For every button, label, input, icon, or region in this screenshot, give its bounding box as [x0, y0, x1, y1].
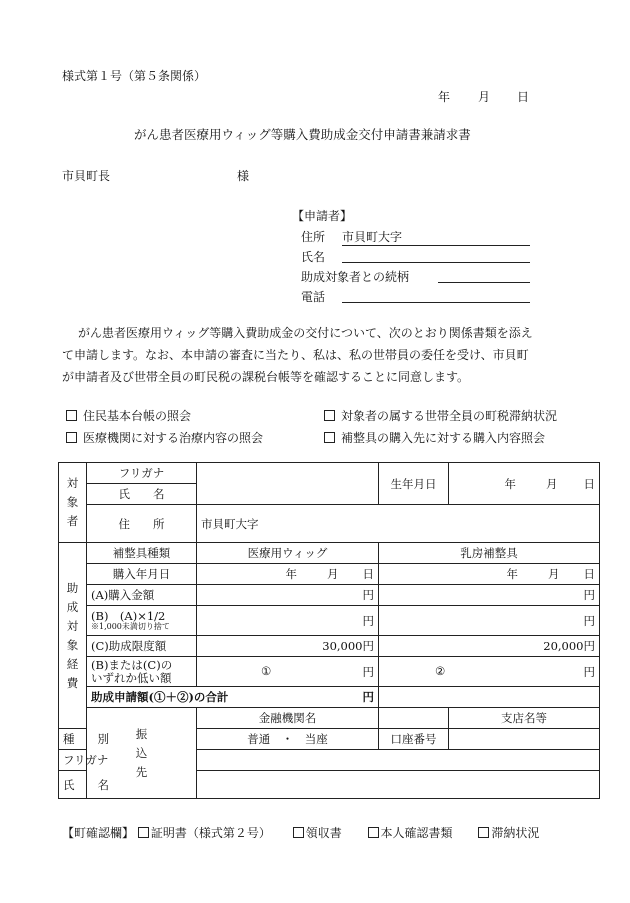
target-address-label: 住 所	[87, 505, 197, 543]
account-type-value[interactable]: 普通 ・ 当座	[197, 729, 379, 750]
date-year: 年	[438, 90, 451, 104]
checkbox-icon	[66, 432, 77, 443]
transfer-section-label: 振 込 先	[87, 708, 197, 799]
half-label: (B) (A)×1/2 ※1,000未満切り捨て	[87, 606, 197, 636]
town-check-label: 【町確認欄】	[62, 826, 135, 840]
consent-check-medical[interactable]: 医療機関に対する治療内容の照会	[66, 429, 263, 446]
page-title: がん患者医療用ウィッグ等購入費助成金交付申請書兼請求書	[134, 127, 471, 142]
applicant-address-value: 市貝町大字	[342, 230, 403, 244]
checkbox-icon	[293, 827, 304, 838]
applicant-phone-field[interactable]	[342, 288, 530, 303]
breast-amount[interactable]: 円	[379, 585, 600, 606]
wig-purchase-date[interactable]: 年 月 日	[197, 564, 379, 585]
town-check-row	[62, 824, 539, 841]
holder-name-label: 氏 名	[59, 771, 87, 799]
device-type-label: 補整具種類	[87, 543, 197, 564]
holder-name-field[interactable]	[197, 771, 600, 799]
consent-check-purchase[interactable]: 補整具の購入先に対する購入内容照会	[324, 429, 545, 446]
expense-section-label: 助 成 対 象 経 費	[59, 543, 87, 729]
purchase-date-label: 購入年月日	[87, 564, 197, 585]
breast-limit: 20,000円	[379, 636, 600, 657]
application-table	[58, 462, 600, 799]
applicant-address-field[interactable]	[342, 228, 530, 246]
wig-half[interactable]: 円	[197, 606, 379, 636]
target-address-field[interactable]: 市貝町大字	[197, 505, 600, 543]
date-day: 日	[517, 90, 530, 104]
breast-purchase-date[interactable]: 年 月 日	[379, 564, 600, 585]
town-check-certificate[interactable]: 証明書（様式第２号）	[138, 826, 271, 840]
account-number-field[interactable]	[449, 729, 600, 750]
applicant-name-field[interactable]	[342, 248, 530, 263]
town-check-receipt[interactable]: 領収書	[293, 826, 342, 840]
town-check-id[interactable]: 本人確認書類	[368, 826, 453, 840]
breast-half[interactable]: 円	[379, 606, 600, 636]
account-number-label: 口座番号	[379, 729, 449, 750]
consent-check-tax[interactable]: 対象者の属する世帯全員の町税滞納状況	[324, 407, 557, 424]
applicant-phone-label: 電話	[301, 290, 326, 304]
bank-label: 金融機関名	[197, 708, 379, 729]
lower-amount-label: (B)または(C)の いずれか低い額	[87, 657, 197, 687]
holder-furigana-label: フリガナ	[59, 750, 87, 771]
town-check-arrears[interactable]: 滞納状況	[478, 826, 539, 840]
checkbox-icon	[324, 410, 335, 421]
checkbox-icon	[324, 432, 335, 443]
honorific: 様	[237, 169, 250, 183]
target-name-field[interactable]	[197, 463, 379, 505]
total-amount-row[interactable]: 助成申請額(①＋②)の合計 円	[87, 687, 379, 708]
checkbox-icon	[138, 827, 149, 838]
wig-header: 医療用ウィッグ	[197, 543, 379, 564]
branch-label: 支店名等	[449, 708, 600, 729]
checkbox-icon	[66, 410, 77, 421]
amount-label: (A)購入金額	[87, 585, 197, 606]
form-number: 様式第１号（第５条関係）	[62, 69, 207, 83]
total-blank	[379, 687, 600, 708]
applicant-relation-field[interactable]	[438, 268, 530, 283]
applicant-relation-label: 助成対象者との続柄	[301, 270, 410, 284]
bank-field[interactable]	[379, 708, 449, 729]
breast-header: 乳房補整具	[379, 543, 600, 564]
holder-furigana-field[interactable]	[197, 750, 600, 771]
checkbox-icon	[478, 827, 489, 838]
breast-lower-amount[interactable]: ② 円	[379, 657, 600, 687]
birthdate-field[interactable]: 年 月 日	[449, 463, 600, 505]
body-line-1: がん患者医療用ウィッグ等購入費助成金の交付について、次のとおり関係書類を添え	[78, 326, 533, 340]
birthdate-label: 生年月日	[379, 463, 449, 505]
account-type-label: 種 別	[59, 729, 87, 750]
body-line-3: が申請者及び世帯全員の町民税の課税台帳等を確認することに同意します。	[62, 370, 470, 384]
wig-limit: 30,000円	[197, 636, 379, 657]
checkbox-icon	[368, 827, 379, 838]
date-month: 月	[478, 90, 491, 104]
target-section-label: 対 象 者	[59, 463, 87, 543]
limit-label: (C)助成限度額	[87, 636, 197, 657]
applicant-name-label: 氏名	[301, 250, 326, 264]
wig-amount[interactable]: 円	[197, 585, 379, 606]
target-furigana-label: フリガナ	[87, 463, 197, 484]
consent-check-resident[interactable]: 住民基本台帳の照会	[66, 407, 191, 424]
addressee: 市貝町長	[62, 169, 111, 183]
applicant-address-label: 住所	[301, 230, 326, 244]
target-name-label: 氏 名	[87, 484, 197, 505]
wig-lower-amount[interactable]: ① 円	[197, 657, 379, 687]
applicant-heading: 【申請者】	[292, 209, 353, 223]
body-line-2: て申請します。なお、本申請の審査に当たり、私は、私の世帯員の委任を受け、市貝町	[62, 348, 529, 362]
